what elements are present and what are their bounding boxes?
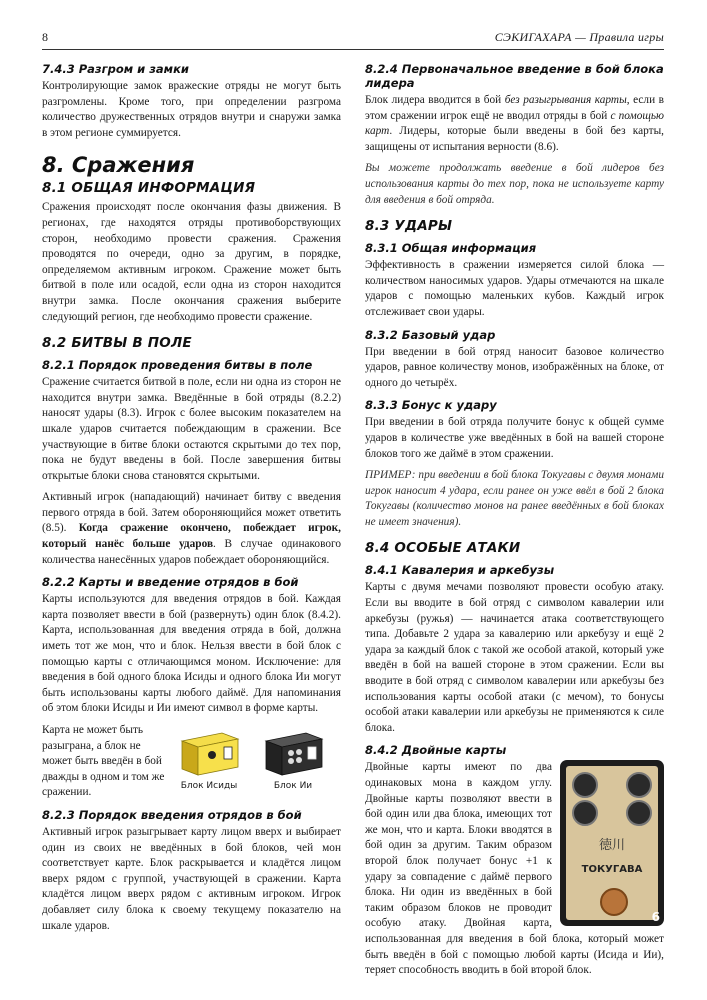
heading-8-4-1: 8.4.1 Кавалерия и аркебузы	[365, 563, 555, 578]
ishida-block-icon	[174, 723, 244, 779]
ishida-block	[174, 723, 244, 791]
heading-8-4-2: 8.4.2 Двойные карты	[365, 743, 507, 758]
para-8-2-3: Активный игрок разыгрывает карту лицом вверх и выбирает один из своих не введённых в бой блоков, чей мон соответствует карте. Блок раскрывается и кладётся лицом вверх рядом с группой, участвующей в сражении. Карта кладётся лицом вверх рядом с активным игроком. Игрок добавляет силу блока к своему текущему показателю на шкале ударов.	[42, 825, 341, 932]
mon-icon	[626, 800, 652, 826]
left-column	[42, 60, 341, 940]
chapter-title: 8. Сражения	[42, 153, 195, 178]
heading-8-2-1: 8.2.1 Порядок проведения битвы в поле	[42, 358, 313, 373]
mon-icon	[626, 772, 652, 798]
para-8-3-3-example: ПРИМЕР: при введении в бой блока Токугавы с двумя монами игрок наносит 4 удара, если ранее он уже ввёл в бой 2 блока Токугавы (количество монов на ранее введённых в бой блоках не имеет значения).	[365, 469, 664, 528]
card-kanji: 徳川	[598, 837, 625, 853]
mon-icon	[572, 772, 598, 798]
blocks-figure-row	[42, 723, 341, 801]
para-8-2-4-a: Блок лидера вводится в бой без разыгрывания карты, если в этом сражении игрок ещё не вводил отряды в бой с помощью карт. Лидеры, которые были введены в бой без карты, защищены от испытания верности (8.6).	[365, 94, 665, 153]
right-column	[365, 60, 664, 985]
heading-8-2-2: 8.2.2 Карты и введение отрядов в бой	[42, 575, 299, 590]
para-8-2-1-b: Активный игрок (нападающий) начинает битву с введения первого отряда в бой. Затем обороняющийся может ответить (8.5). Когда сражение окончено, побеждает игрок, который нанёс больше ударов. В случае одинакового количества нанесённых ударов побеждает обороняющийся.	[42, 491, 341, 566]
heading-8-4: 8.4 ОСОБЫЕ АТАКИ	[365, 540, 521, 557]
mon-icon	[572, 800, 598, 826]
para-8-3-2: При введении в бой отряд наносит базовое количество ударов, равное количеству монов, изображённых на блоке, от одного до четырёх.	[365, 345, 664, 389]
heading-8-2-4: 8.2.4 Первоначальное введение в бой блока лидера	[365, 62, 664, 90]
para-8-1: Сражения происходят после окончания фазы движения. В регионах, где находятся отряды противоборствующих сторон, необходимо провести сражения. Сражения проводятся по очереди, одно за другим, в порядке, определяемом активным игроком. Сражение может быть битвой в поле или осадой, если одна из сторон находится внутри замка. После окончания сражения выберите следующий регион, где необходимо провести сражение.	[42, 201, 341, 323]
bold-rule: Когда сражение окончено, побеждает игрок, который нанёс больше ударов	[42, 522, 341, 551]
ii-block	[258, 723, 328, 791]
running-title: СЭКИГАХАРА — Правила игры	[494, 30, 664, 44]
card-face	[566, 766, 658, 920]
blocks-figure	[174, 723, 328, 791]
heading-8-1: 8.1 ОБЩАЯ ИНФОРМАЦИЯ	[42, 180, 256, 197]
card-number: 6	[651, 910, 660, 925]
ii-block-icon	[258, 723, 328, 779]
para-7-4-3: Контролирующие замок вражеские отряды не могут быть разгромлены. Кроме того, при определении разгрома количество дружественных отрядов внутри и снаружи замка в этом регионе суммируется.	[42, 80, 341, 139]
para-8-2-2-a: Карты используются для введения отрядов в бой. Каждая карта позволяет ввести в бой (развернуть) один блок (8.4.2). Карта, использованная для введения отряда в бой, должна иметь тот же мон, что и блок. Нельзя ввести в бой блок с помощью карты с отличающимся моном. Исключение: для введения в бой одного блока Исиды и одного блока Ии могут быть использованы карты любого даймё. Для напоминания об этом блоки Исиды и Ии имеют символ в форме карты.	[42, 593, 341, 715]
heading-8-3-2: 8.3.2 Базовый удар	[365, 327, 496, 342]
ishida-block-caption: Блок Исиды	[180, 781, 238, 791]
double-card-section	[365, 760, 664, 978]
coin-icon	[600, 888, 628, 916]
heading-8-3: 8.3 УДАРЫ	[365, 218, 453, 235]
heading-8-3-1: 8.3.1 Общая информация	[365, 241, 537, 256]
para-8-4-2: Двойные карты имеют по два одинаковых мона в каждом углу. Двойные карты позволяют ввести в бой один или два блока, имеющих тот же мон, что и карта. Блоки вводятся в бой один за другим. Таким образом второй блок получает бонус +1 к удару за совпадение с даймё первого блока. Ни один из введённых в бой таким образом блоков не проводит особую атаку. Двойная карта, использованная для введения в бой блока, который может быть введён в бой с помощью любой карты (Исида и Ии), теряет способность вводить в бой второй блок.	[365, 761, 664, 977]
heading-7-4-3: 7.4.3 Разгром и замки	[42, 62, 189, 76]
header-rule	[42, 49, 664, 50]
para-8-3-1: Эффективность в сражении измеряется силой блока — количеством наносимых ударов. Удары отмечаются на шкале ударов с помощью маленьких кубов. Каждый игрок отслеживает свои удары.	[365, 259, 664, 318]
heading-8-3-3: 8.3.3 Бонус к удару	[365, 398, 497, 413]
page-header	[42, 30, 664, 50]
card-name: ТОКУГАВА	[581, 864, 643, 876]
page-number: 8	[42, 30, 48, 44]
para-8-2-1-a: Сражение считается битвой в поле, если ни одна из сторон не находится внутри замка. Введённые в бой отряды (8.2.2) наносят удары (8.3). Игрок с более высоким показателем на шкале ударов считается побеждающим в сражении. Все участвующие в битве блоки остаются скрытыми до тех пор, пока не будут введены в бой. После завершения битвы открытые блоки снова становятся скрытыми.	[42, 376, 341, 482]
tokugawa-card	[560, 760, 664, 926]
para-8-2-2-b: Карта не может быть разыграна, а блок не может быть введён в бой дважды в одном и том же сражении.	[42, 724, 165, 799]
heading-8-2: 8.2 БИТВЫ В ПОЛЕ	[42, 335, 192, 352]
para-8-2-4-note: Вы можете продолжать введение в бой лидеров без использования карты до тех пор, пока не используете карту для введения в бой отряда.	[365, 162, 664, 206]
para-8-3-3: При введении в бой отряда получите бонус к общей сумме ударов в количестве уже введённых в бой на вашей стороне блоков того же даймё в этом сражении.	[365, 416, 664, 460]
ii-block-caption: Блок Ии	[273, 781, 313, 791]
para-8-4-1: Карты с двумя мечами позволяют провести особую атаку. Если вы вводите в бой отряд с символом кавалерии или аркебузы (ружья) — начинается атака соответствующего типа. Добавьте 2 удара за кавалерию или аркебузу и ещё 2 удара за каждый блок с такой же особой атакой, который уже введён в бой на вашей стороне в этом сражении. Если вы вводите в бой отряд с символом кавалерии или аркебузы без использования карты особой атаки (с мечом), то бонусы особой атаки кавалерии или аркебузы не применяются к силе блока.	[365, 581, 664, 734]
heading-8-2-3: 8.2.3 Порядок введения отрядов в бой	[42, 807, 302, 822]
